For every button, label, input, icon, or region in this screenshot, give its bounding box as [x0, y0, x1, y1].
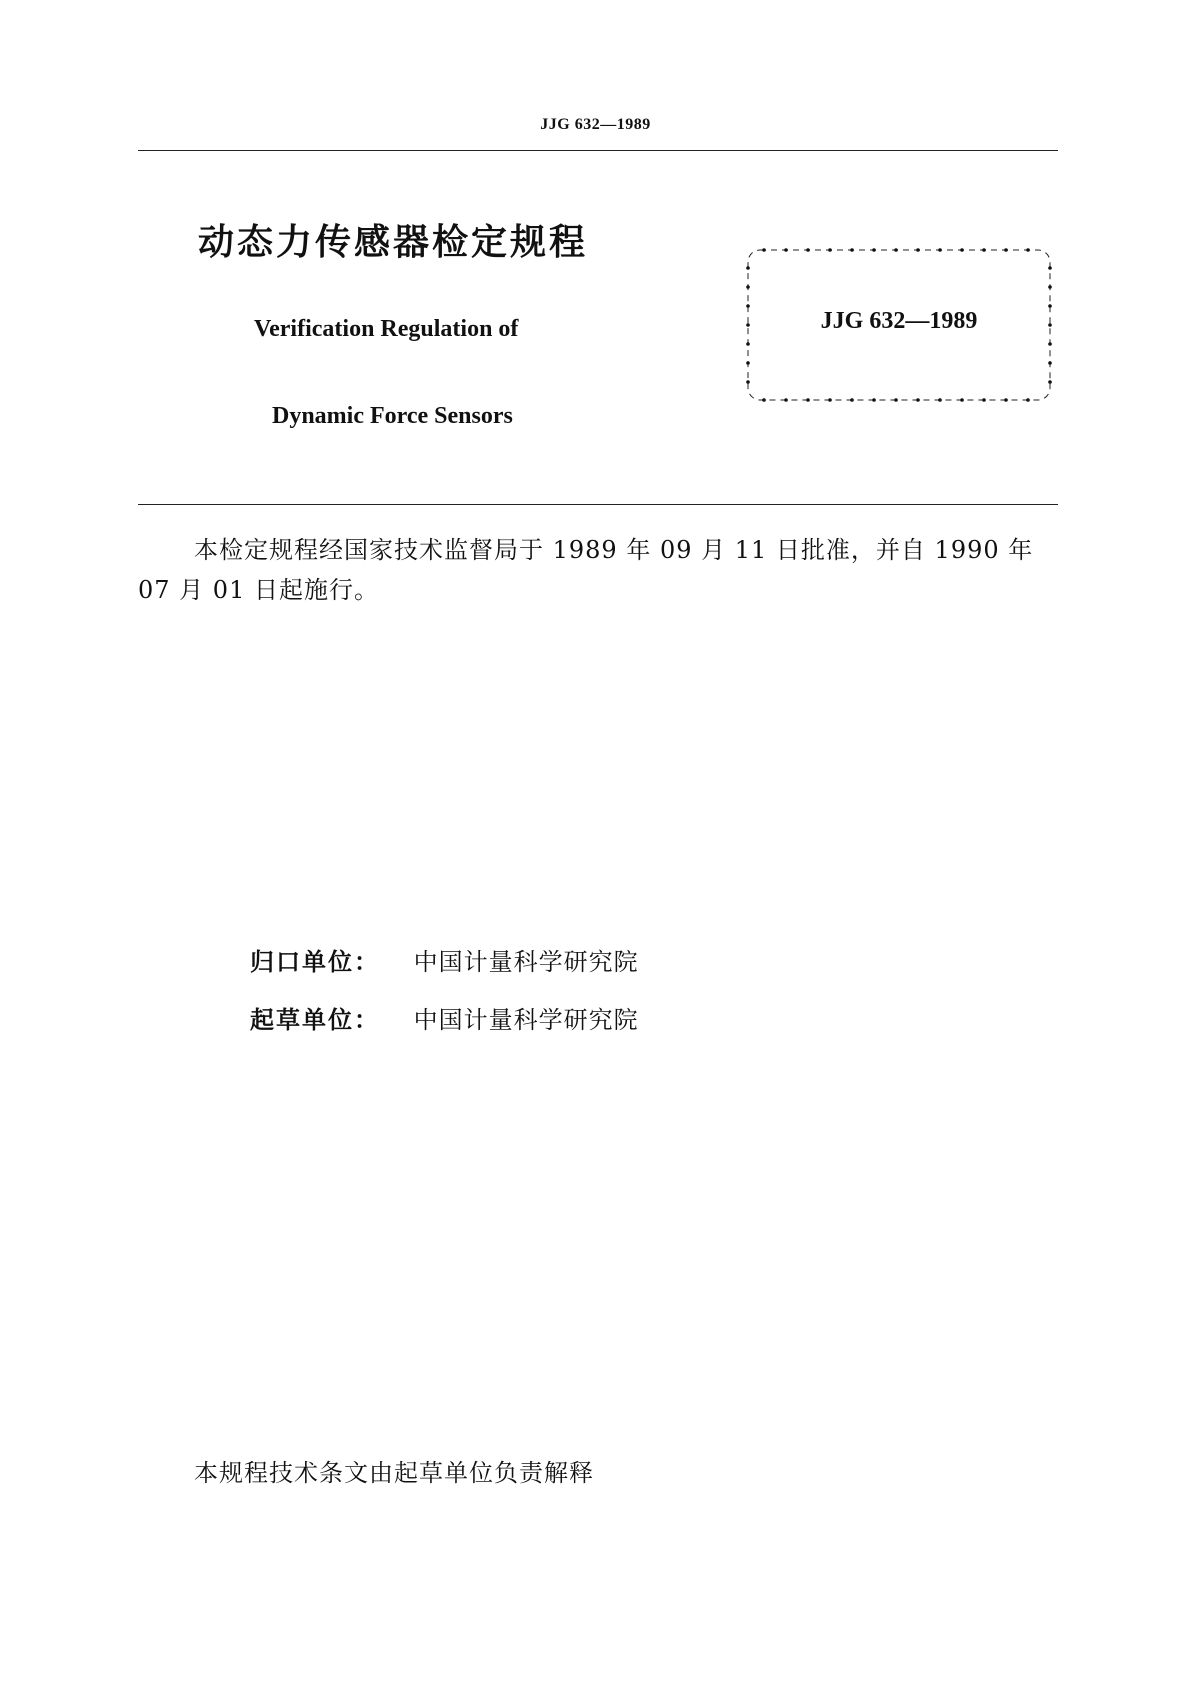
- border-dot: [746, 266, 750, 270]
- border-dot: [746, 380, 750, 384]
- border-dot: [960, 398, 964, 402]
- border-dot: [762, 398, 766, 402]
- border-dot: [982, 398, 986, 402]
- border-dot: [1048, 361, 1052, 365]
- org-value-drafting: 中国计量科学研究院: [413, 1006, 639, 1034]
- border-dot: [1026, 248, 1030, 252]
- org-label-responsible: 归口单位：: [250, 948, 380, 976]
- section-divider: [138, 504, 1058, 505]
- border-dot: [1048, 266, 1052, 270]
- border-dot: [872, 248, 876, 252]
- border-dot: [894, 398, 898, 402]
- org-row-responsible: [250, 942, 639, 977]
- border-dot: [850, 398, 854, 402]
- border-dot: [894, 248, 898, 252]
- border-dot: [982, 248, 986, 252]
- border-dot: [762, 248, 766, 252]
- org-label-drafting: 起草单位：: [250, 1006, 380, 1034]
- border-dot: [938, 248, 942, 252]
- border-dot: [746, 361, 750, 365]
- border-dot: [806, 248, 810, 252]
- border-dot: [1026, 398, 1030, 402]
- border-dot: [784, 248, 788, 252]
- approval-statement: 本检定规程经国家技术监督局于 1989 年 09 月 11 日批准，并自 1990 年 07 月 01 日起施行。: [138, 536, 1034, 604]
- header-divider: [138, 150, 1058, 151]
- border-dot: [806, 398, 810, 402]
- org-value-responsible: 中国计量科学研究院: [413, 948, 639, 976]
- border-dot: [850, 248, 854, 252]
- border-dot: [1048, 285, 1052, 289]
- border-dot: [1048, 380, 1052, 384]
- header-standard-code: JJG 632—1989: [540, 116, 651, 133]
- title-english-line-1: Verification Regulation of: [254, 316, 519, 342]
- standard-code-box: [744, 246, 1054, 404]
- title-chinese: 动态力传感器检定规程: [198, 222, 589, 263]
- border-dot: [916, 398, 920, 402]
- org-row-drafting: [250, 1000, 639, 1035]
- border-dot: [1004, 398, 1008, 402]
- title-english-line-2: Dynamic Force Sensors: [272, 403, 513, 429]
- border-dot: [1048, 342, 1052, 346]
- border-dot: [916, 248, 920, 252]
- standard-code-box-text: JJG 632—1989: [820, 308, 978, 334]
- border-dot: [784, 398, 788, 402]
- border-dot: [960, 248, 964, 252]
- interpretation-note: 本规程技术条文由起草单位负责解释: [194, 1459, 594, 1487]
- border-dot: [746, 285, 750, 289]
- border-dot: [938, 398, 942, 402]
- border-dot: [828, 248, 832, 252]
- border-dot: [746, 342, 750, 346]
- border-dot: [872, 398, 876, 402]
- border-dot: [828, 398, 832, 402]
- border-dot: [1004, 248, 1008, 252]
